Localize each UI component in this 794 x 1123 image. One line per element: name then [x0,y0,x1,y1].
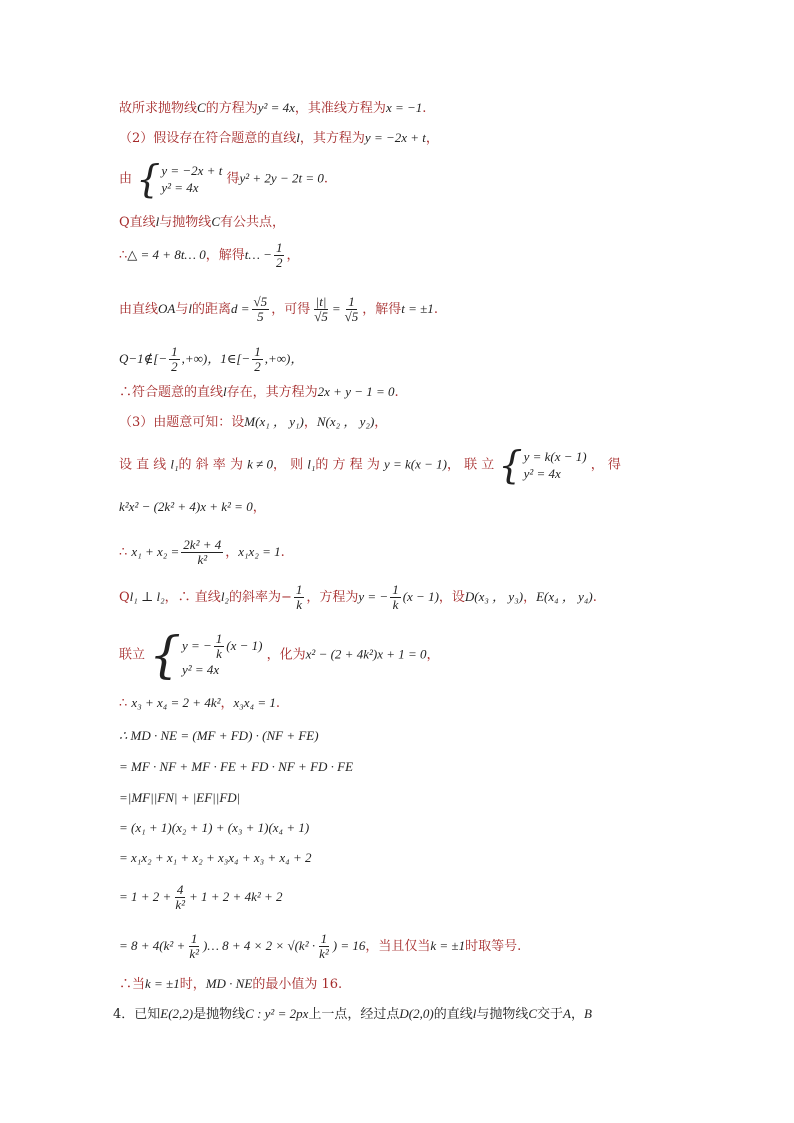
text: 故所求抛物线 [119,101,198,116]
text: ， [286,248,300,263]
text: . [433,302,438,317]
text: 由直线 [119,302,159,317]
text: 由 [119,171,133,187]
text: 是抛物线 [193,1007,246,1022]
text: Q [119,590,130,605]
math: y = k(x − 1) [523,449,587,464]
text: ，其方程为 [299,131,365,146]
math: Q−1∉[− [119,351,168,366]
math: k = ±1 [430,938,466,953]
fraction: $\frac{√5}{5}$ [253,294,268,324]
math: (x − 1) [402,589,439,604]
text: ， [426,647,440,663]
solution-line-15 [119,694,280,713]
solution-line-21 [119,883,283,912]
fraction: $\frac{1}{k}$ [295,582,303,612]
math: l [188,301,192,316]
text: ，∴ 直线 [164,590,221,605]
equation-system: { y = k(x − 1) y² = 4x [498,443,587,487]
text: . [323,171,328,187]
math: y = −2x + t [364,130,426,145]
math: OA [158,301,176,316]
fraction: $\frac{1}{2}$ [275,240,283,270]
math: d = [231,301,250,316]
fraction: $\frac{1}{\text{k²}}$ [319,931,329,961]
math: D(2,0) [399,1006,434,1021]
text: ， [523,590,537,605]
fraction: $\frac{1}{k}$ [215,631,223,661]
text: 的直线 [433,1007,473,1022]
solution-line-1 [119,99,426,118]
text: 4．已知 [113,1007,161,1022]
math: l [296,130,300,145]
math: x₁ + x₂ = [131,544,180,559]
text: ∴ [119,248,128,263]
math: y² = 4x [181,662,220,677]
math: E(x₄ ， y₄) [536,589,593,604]
math: + 1 + 2 + 4k² + 2 [189,889,283,904]
text: 设 直 线 [119,457,167,473]
text: . [592,590,597,605]
equation-system: { y = − $\frac{1}{k}$ (x − 1) y² = 4x [149,626,263,684]
text: 时取等号. [465,939,522,954]
math: l [472,1006,477,1021]
math: y² = 4x [161,180,199,195]
fraction: $\frac{1}{\text{k²}}$ [189,931,199,961]
text: ， [220,696,234,711]
math: t… − [244,247,272,262]
solution-line-16: ∴ MD · NE = (MF + FD) · (NF + FE) [119,728,319,743]
text: 交于 [537,1007,564,1022]
math: = 1 + 2 + [119,889,172,904]
text: ∴符合题意的直线 [119,385,224,400]
fraction: $\frac{|t|}{√5}$ [314,294,328,324]
solution-line-13 [119,583,597,612]
text: （2）假设存在符合题意的直线 [119,131,297,146]
text: 联立 [119,647,146,663]
math: D(x₃ ， y₃) [464,589,524,604]
text: 与 [175,302,189,317]
math: 2x + y − 1 = 0 [317,384,395,399]
math: x = −1 [385,100,423,115]
text: Q直线 [119,215,156,230]
solution-line-12 [119,538,285,567]
text: ， [252,500,266,515]
math: MD · NE [205,976,253,991]
math: y² = 4x [257,100,295,115]
text: 得 [226,171,240,187]
solution-line-9 [119,413,387,432]
text: ， 联 立 [446,457,495,473]
math: l₁ [170,456,179,472]
text: 与抛物线 [476,1007,529,1022]
text: 的最小值为 16. [252,977,343,992]
text: ，解得 [205,248,245,263]
fraction: $\frac{1}{2}$ [254,344,261,374]
text: （3）由题意可知：设 [119,415,245,430]
fraction: $\frac{1}{√5}$ [344,294,359,324]
text: 有公共点， [219,215,285,230]
math: C : y² = 2px [245,1006,309,1021]
text: ，设 [438,590,465,605]
math: k ≠ 0 [247,456,273,472]
math: l₂ [220,589,229,604]
math: k = ±1 [145,976,180,991]
text: . [422,101,427,116]
solution-line-3 [119,157,328,201]
text: 上一点，经过点 [308,1007,400,1022]
math: y = −2x + t [161,163,223,178]
math: B [584,1006,592,1021]
solution-line-5 [119,241,299,270]
math: E(2,2) [160,1006,194,1021]
text: 与抛物线 [159,215,212,230]
math: l₁ [307,456,316,472]
text: ， 得 [590,457,621,473]
math: ,+∞)， [264,351,304,366]
text: ，当且仅当 [365,939,431,954]
math: A [563,1006,571,1021]
solution-line-2 [119,129,439,148]
math: C [197,100,206,115]
text: 的 斜 率 为 [178,457,243,473]
text: ， [425,131,439,146]
solution-line-14 [119,626,440,684]
text: ∴ [119,696,128,711]
fraction: $\frac{1}{2}$ [171,344,178,374]
math: l [223,384,227,399]
text: ， [570,1007,584,1022]
math: ,+∞)，1∈[− [181,351,251,366]
fraction: $\frac{4}{\text{k²}}$ [175,882,185,912]
equation-system: { y = −2x + t y² = 4x [136,157,223,201]
text: 的斜率为− [228,590,292,605]
math: y = k(x − 1) [383,456,447,472]
text: 存在，其方程为 [226,385,318,400]
math: C [211,214,220,229]
solution-line-7 [119,345,303,374]
math: = 8 + 4(k² + [119,938,186,953]
text: . [394,385,399,400]
text: ，化为 [266,647,306,663]
solution-line-18: =|MF||FN| + |EF||FD| [119,790,241,805]
text: ∴ [119,545,128,560]
math: C [528,1006,538,1021]
problem-4-statement [113,1005,592,1024]
math: l₁ ⊥ l₂ [129,589,165,604]
solution-line-10 [119,443,621,487]
text: ，方程为 [306,590,359,605]
text: 的方程为 [205,101,258,116]
math: k²x² − (2k² + 4)x + k² = 0 [119,499,253,514]
fraction: $\frac{1}{k}$ [392,582,399,612]
text: ，解得 [362,302,402,317]
solution-line-11 [119,498,266,517]
math: N(x₂ ， y₂) [316,414,375,429]
text: ∴当 [119,977,146,992]
math: y = − [181,638,212,653]
math: )… 8 + 4 × 2 × √(k² · [203,938,316,953]
math: x₃x₄ = 1 [233,695,276,710]
text: . [275,696,281,711]
text: 的 方 程 为 [315,457,380,473]
solution-line-8 [119,383,399,402]
math: x² − (2 + 4k²)x + 1 = 0 [305,646,427,662]
text: . [280,545,285,560]
text: ， [303,415,317,430]
text: ，其准线方程为 [294,101,386,116]
solution-line-23 [119,975,342,994]
text: ， [374,415,388,430]
fraction: $\frac{\text{2k² + 4}}{\text{k²}}$ [183,537,222,567]
text: ，可得 [271,302,311,317]
math: y = − [358,589,389,604]
math: x₃ + x₄ = 2 + 4k² [131,695,221,710]
text: 时， [179,977,206,992]
solution-line-17: = MF · NF + MF · FE + FD · NF + FD · FE [119,759,354,774]
math: l [155,214,160,229]
math: △ = 4 + 8t… 0 [127,247,206,262]
solution-line-20: = x₁x₂ + x₁ + x₂ + x₃x₄ + x₃ + x₄ + 2 [119,850,312,865]
math: M(x₁ ， y₁) [244,414,304,429]
text: ， 则 [273,457,304,473]
math: = [331,301,341,316]
solution-line-22 [119,932,521,961]
math: t = ±1 [401,301,434,316]
math: x₁x₂ = 1 [238,544,281,559]
text: 的距离 [192,302,232,317]
solution-line-4 [119,213,285,232]
text: ， [225,545,239,560]
solution-line-6 [119,295,438,324]
math: y² + 2y − 2t = 0 [239,170,324,186]
math: (x − 1) [226,638,263,653]
math: ) = 16 [332,938,366,953]
solution-line-19: = (x₁ + 1)(x₂ + 1) + (x₃ + 1)(x₄ + 1) [119,820,310,835]
math: y² = 4x [523,466,561,481]
